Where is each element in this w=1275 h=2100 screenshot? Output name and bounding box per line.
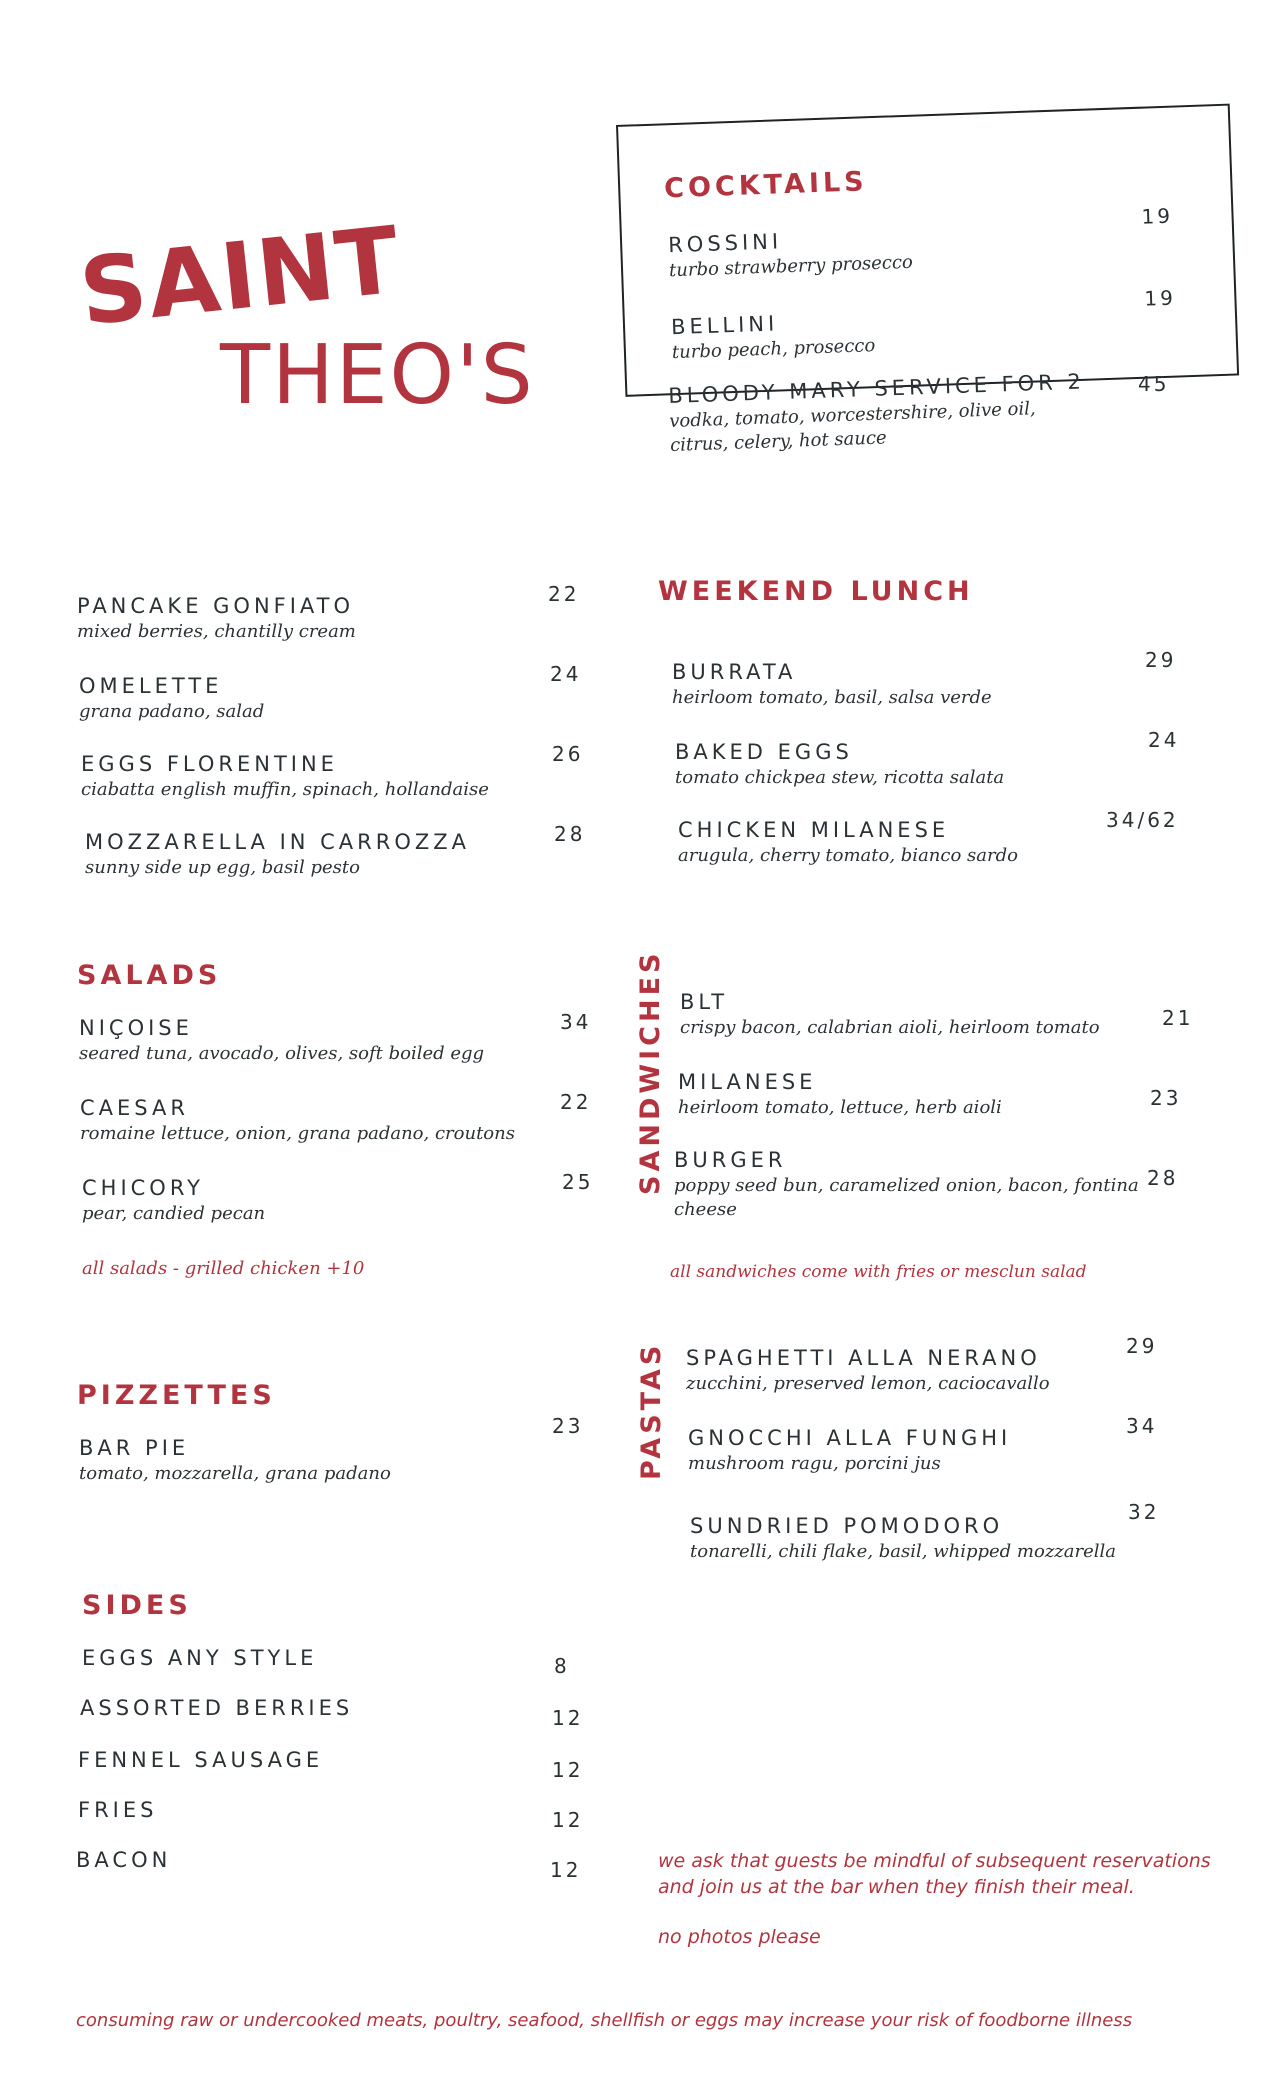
item-price: 8 bbox=[554, 1654, 570, 1678]
logo-line2: THEO'S bbox=[220, 328, 535, 423]
item-desc: mushroom ragu, porcini jus bbox=[688, 1453, 941, 1474]
sandwiches-note: all sandwiches come with fries or mesclun salad bbox=[670, 1262, 1087, 1282]
logo bbox=[75, 206, 545, 440]
item-name: BLT bbox=[680, 990, 729, 1014]
item-price: 25 bbox=[562, 1170, 594, 1194]
brunch-item bbox=[77, 594, 356, 642]
pastas-title: PASTAS bbox=[636, 1341, 667, 1480]
item-price: 34 bbox=[1126, 1414, 1158, 1438]
item-desc: seared tuna, avocado, olives, soft boiled egg bbox=[79, 1043, 485, 1064]
item-name: CHICKEN MILANESE bbox=[678, 818, 950, 842]
item-price: 19 bbox=[1143, 285, 1177, 311]
item-name: ROSSINI bbox=[667, 229, 783, 258]
item-desc: pear, candied pecan bbox=[82, 1203, 266, 1224]
item-name: BURGER bbox=[674, 1148, 787, 1172]
pasta-item bbox=[686, 1346, 1050, 1394]
item-price: 32 bbox=[1128, 1500, 1160, 1524]
brunch-item bbox=[79, 674, 264, 722]
salads-title: SALADS bbox=[77, 960, 222, 991]
item-name: SPAGHETTI ALLA NERANO bbox=[686, 1346, 1041, 1370]
cocktail-item bbox=[671, 308, 876, 363]
item-name: BELLINI bbox=[670, 311, 779, 340]
lunch-item bbox=[675, 740, 1004, 788]
item-desc: arugula, cherry tomato, bianco sardo bbox=[678, 845, 1018, 866]
photos-note: no photos please bbox=[658, 1926, 821, 1948]
item-price: 19 bbox=[1141, 203, 1174, 229]
cocktail-item bbox=[668, 225, 913, 281]
item-price: 12 bbox=[552, 1758, 584, 1782]
item-price: 26 bbox=[552, 742, 584, 766]
item-price: 29 bbox=[1126, 1334, 1158, 1358]
item-price: 22 bbox=[560, 1090, 592, 1114]
item-price: 29 bbox=[1145, 648, 1177, 672]
item-name: OMELETTE bbox=[79, 674, 223, 698]
item-desc: tonarelli, chili flake, basil, whipped mozzarella bbox=[690, 1541, 1117, 1562]
item-desc: ciabatta english muffin, spinach, hollandaise bbox=[81, 779, 489, 800]
side-item-name: ASSORTED BERRIES bbox=[80, 1696, 354, 1720]
item-name: CAESAR bbox=[80, 1096, 189, 1120]
logo-line1: SAINT bbox=[75, 206, 406, 347]
sandwiches-title: SANDWICHES bbox=[635, 949, 666, 1195]
brunch-item bbox=[81, 752, 489, 800]
pizzette-item bbox=[79, 1436, 391, 1484]
side-item-name: FRIES bbox=[78, 1798, 158, 1822]
sandwich-item bbox=[680, 990, 1100, 1038]
salad-item bbox=[79, 1016, 484, 1064]
item-desc: tomato, mozzarella, grana padano bbox=[79, 1463, 391, 1484]
cocktail-item bbox=[668, 369, 1087, 455]
item-price: 12 bbox=[552, 1706, 584, 1730]
brunch-item bbox=[85, 830, 470, 878]
pasta-item bbox=[690, 1514, 1116, 1562]
item-name: SUNDRIED POMODORO bbox=[690, 1514, 1004, 1538]
side-item-name: EGGS ANY STYLE bbox=[82, 1646, 318, 1670]
item-price: 23 bbox=[552, 1414, 584, 1438]
item-desc: heirloom tomato, basil, salsa verde bbox=[672, 687, 992, 708]
item-desc: zucchini, preserved lemon, caciocavallo bbox=[686, 1373, 1050, 1394]
item-desc: crispy bacon, calabrian aioli, heirloom tomato bbox=[680, 1017, 1100, 1038]
item-desc: vodka, tomato, worcestershire, olive oil, bbox=[668, 398, 1037, 432]
pizzettes-title: PIZZETTES bbox=[77, 1380, 276, 1411]
item-price: 34/62 bbox=[1106, 808, 1179, 832]
item-desc: turbo peach, prosecco bbox=[671, 335, 876, 364]
item-price: 24 bbox=[1148, 728, 1180, 752]
item-price: 22 bbox=[548, 582, 580, 606]
sandwich-item bbox=[678, 1070, 1002, 1118]
item-desc: romaine lettuce, onion, grana padano, croutons bbox=[80, 1123, 515, 1144]
item-price: 12 bbox=[550, 1858, 582, 1882]
item-price: 45 bbox=[1138, 372, 1170, 396]
foodborne-warning: consuming raw or undercooked meats, poultry, seafood, shellfish or eggs may increase your risk of foodborne illness bbox=[76, 2010, 1133, 2031]
item-desc: poppy seed bun, caramelized onion, bacon, fontina bbox=[674, 1175, 1139, 1196]
item-desc-2: cheese bbox=[674, 1199, 737, 1220]
item-desc: grana padano, salad bbox=[79, 701, 265, 722]
item-name: NIÇOISE bbox=[79, 1016, 193, 1040]
item-name: EGGS FLORENTINE bbox=[81, 752, 338, 776]
sides-title: SIDES bbox=[82, 1590, 192, 1621]
pasta-item bbox=[688, 1426, 1011, 1474]
lunch-item bbox=[678, 818, 1018, 866]
item-price: 28 bbox=[554, 822, 586, 846]
item-price: 12 bbox=[552, 1808, 584, 1832]
side-item-name: FENNEL SAUSAGE bbox=[78, 1748, 324, 1772]
salads-note: all salads - grilled chicken +10 bbox=[82, 1258, 365, 1279]
reservations-note-line2: and join us at the bar when they finish their meal. bbox=[658, 1876, 1135, 1898]
item-desc: turbo strawberry prosecco bbox=[668, 251, 914, 282]
item-price: 34 bbox=[560, 1010, 592, 1034]
item-name: BURRATA bbox=[672, 660, 797, 684]
sandwich-item bbox=[674, 1148, 1139, 1220]
item-desc: mixed berries, chantilly cream bbox=[77, 621, 356, 642]
cocktails-title: COCKTAILS bbox=[663, 166, 869, 205]
item-price: 28 bbox=[1147, 1166, 1179, 1190]
weekend-lunch-title: WEEKEND LUNCH bbox=[658, 576, 974, 607]
reservations-note-line1: we ask that guests be mindful of subsequent reservations bbox=[658, 1850, 1211, 1872]
item-name: MOZZARELLA IN CARROZZA bbox=[85, 830, 471, 854]
item-desc: sunny side up egg, basil pesto bbox=[85, 857, 360, 878]
cocktails-box bbox=[616, 104, 1239, 397]
item-price: 23 bbox=[1150, 1086, 1182, 1110]
item-name: PANCAKE GONFIATO bbox=[77, 594, 355, 618]
item-price: 24 bbox=[550, 662, 582, 686]
item-desc: heirloom tomato, lettuce, herb aioli bbox=[678, 1097, 1002, 1118]
item-name: GNOCCHI ALLA FUNGHI bbox=[688, 1426, 1012, 1450]
lunch-item bbox=[672, 660, 992, 708]
item-name: BAKED EGGS bbox=[675, 740, 853, 764]
item-name: MILANESE bbox=[678, 1070, 817, 1094]
item-desc-2: citrus, celery, hot sauce bbox=[669, 427, 887, 456]
item-name: BLOODY MARY SERVICE FOR 2 bbox=[668, 369, 1086, 408]
item-name: BAR PIE bbox=[79, 1436, 190, 1460]
item-name: CHICORY bbox=[82, 1176, 204, 1200]
item-price: 21 bbox=[1162, 1006, 1194, 1030]
side-item-name: BACON bbox=[76, 1848, 172, 1872]
salad-item bbox=[80, 1096, 515, 1144]
salad-item bbox=[82, 1176, 265, 1224]
item-desc: tomato chickpea stew, ricotta salata bbox=[675, 767, 1005, 788]
